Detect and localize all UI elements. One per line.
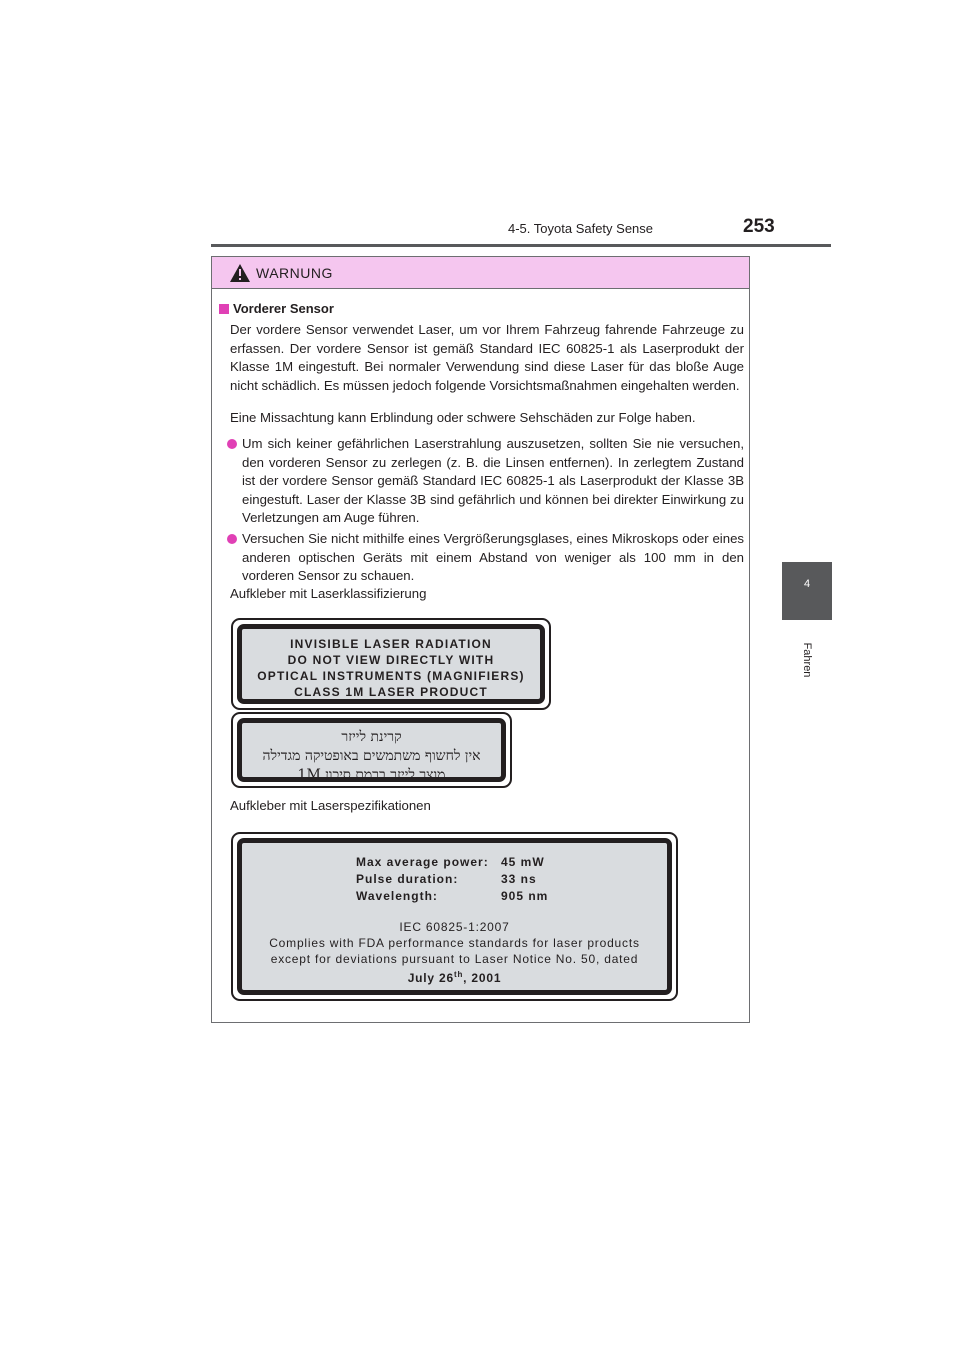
spec-row [356, 888, 667, 905]
label-spec-panel [237, 838, 672, 995]
consequence-paragraph: Eine Missachtung kann Erblindung oder schwere Sehschäden zur Folge haben. [230, 410, 696, 425]
chapter-label-text: Fahren [801, 642, 813, 678]
chapter-tab[interactable]: 4 [782, 562, 832, 620]
section-heading [219, 301, 334, 316]
label-he-line: מוצר לייזר ברמת סיכון 1M [297, 767, 446, 783]
spec-compliance-line: Complies with FDA performance standards for laser products [269, 936, 640, 950]
page-number: 253 [743, 216, 775, 237]
spec-value: 905 nm [501, 889, 549, 903]
caption-specification: Aufkleber mit Laserspezifikationen [230, 798, 431, 813]
spec-value: 45 mW [501, 855, 545, 869]
header-divider [211, 244, 831, 247]
spec-key: Max average power: [356, 855, 489, 869]
label-he-line: אין לחשוף משתמשים באופטיקה מגדילה [262, 748, 481, 764]
bullet-item [242, 530, 744, 586]
label-he-panel [237, 718, 506, 782]
spec-standard: IEC 60825-1:2007 [399, 920, 510, 934]
spec-row [356, 871, 667, 888]
laser-class-label-he [231, 712, 512, 788]
spec-key: Pulse duration: [356, 872, 459, 886]
spec-date-suffix: , 2001 [463, 971, 502, 985]
spec-date-sup: th [453, 970, 464, 979]
chapter-label [783, 635, 831, 685]
spec-date [242, 967, 667, 986]
spec-key: Wavelength: [356, 889, 438, 903]
spec-row [356, 854, 667, 871]
header-section-title: 4-5. Toyota Safety Sense [508, 221, 654, 236]
laser-class-label-en [231, 618, 551, 710]
section-heading-text: Vorderer Sensor [233, 301, 334, 316]
bullet-text: Um sich keiner gefährlichen Laserstrahlung auszusetzen, sollten Sie nie versuchen, den vorderen Sensor zu zerlegen (z. B. die Linsen entfernen). In zerlegtem Zustand ist der vordere Sensor gemäß Standard IEC 60825-1 als Laserprodukt der Klasse 3B eingestuft. Laser der Klasse 3B sind gefährlich und können bei direkter Einwirkung zu Verletzungen am Auge führen. [242, 436, 744, 525]
label-en-line: INVISIBLE LASER RADIATION [290, 637, 492, 651]
bullet-item [242, 435, 744, 528]
spec-table [356, 854, 667, 905]
square-bullet-icon [219, 304, 229, 314]
spec-date-prefix: July 26 [407, 971, 454, 985]
caption-classification: Aufkleber mit Laserklassifizierung [230, 586, 427, 601]
circle-bullet-icon [227, 534, 237, 544]
spec-value: 33 ns [501, 872, 537, 886]
warning-triangle-icon [229, 263, 251, 283]
warning-header [212, 257, 749, 289]
circle-bullet-icon [227, 439, 237, 449]
laser-spec-label [231, 832, 678, 1001]
intro-paragraph: Der vordere Sensor verwendet Laser, um vor Ihrem Fahrzeug fahrende Fahrzeuge zu erfassen. Der vordere Sensor ist gemäß Standard IEC 60825-1 als Laserprodukt der Klasse 1M eingestuft. Bei normaler Verwendung sind diese Laser für das bloße Auge nicht schädlich. Es müssen jedoch folgende Vorsichtsmaßnahmen eingehalten werden. [230, 322, 744, 393]
label-he-line: קרינת לייזר [341, 729, 402, 745]
spec-compliance-line: except for deviations pursuant to Laser Notice No. 50, dated [270, 952, 639, 966]
label-en-panel [237, 624, 545, 704]
warning-title: WARNUNG [256, 265, 333, 281]
label-en-line: CLASS 1M LASER PRODUCT [294, 685, 488, 699]
bullet-text: Versuchen Sie nicht mithilfe eines Vergrößerungsglases, eines Mikroskops oder eines anderen optischen Geräts mit einem Abstand von weniger als 100 mm in den vorderen Sensor zu schauen. [242, 531, 744, 583]
label-en-line: DO NOT VIEW DIRECTLY WITH [287, 653, 495, 667]
label-en-line: OPTICAL INSTRUMENTS (MAGNIFIERS) [257, 669, 525, 683]
